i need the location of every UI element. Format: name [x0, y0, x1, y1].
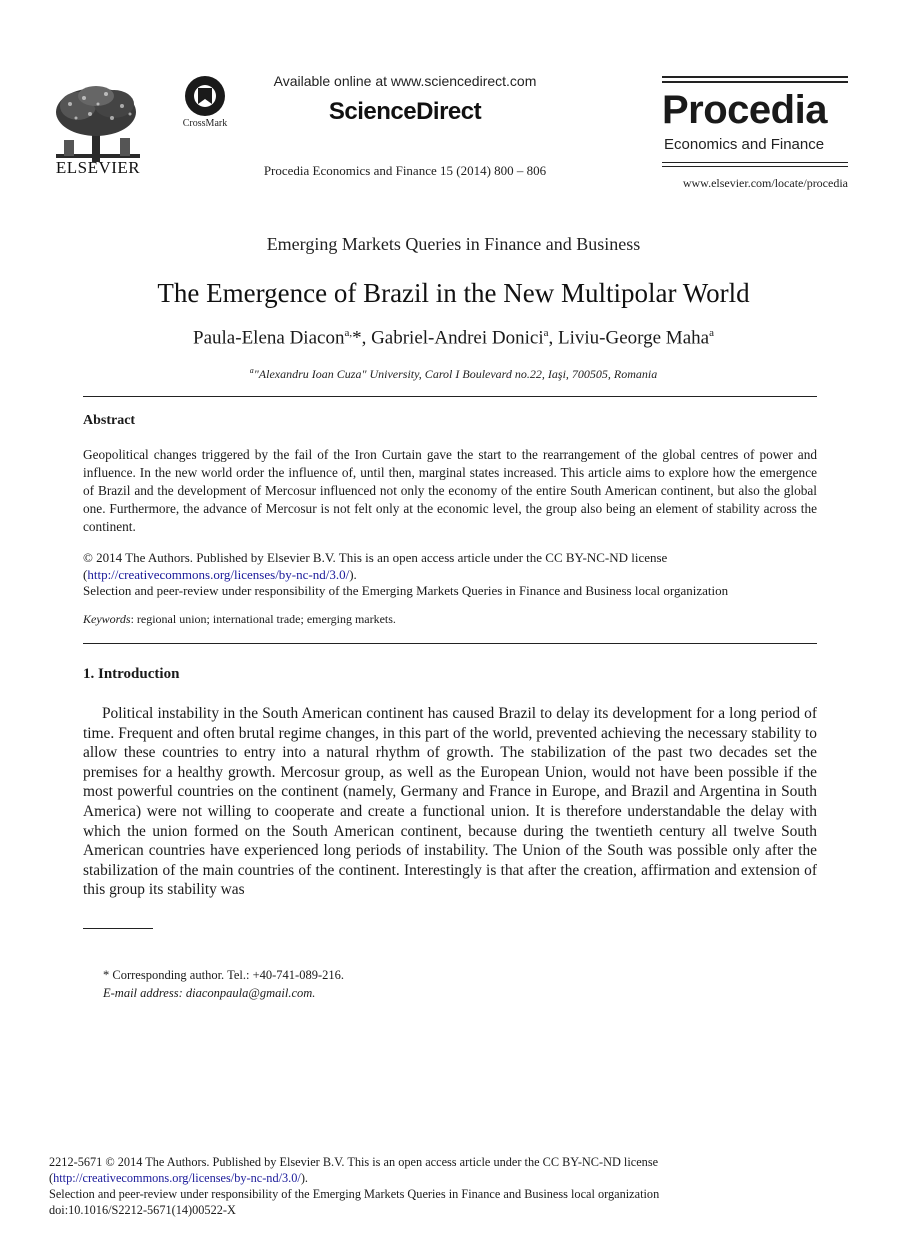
crossmark-label: CrossMark	[182, 118, 228, 129]
journal-citation: Procedia Economics and Finance 15 (2014) 800 – 806	[263, 163, 547, 178]
footer-copyright: 2212-5671 © 2014 The Authors. Published by Elsevier B.V. This is an open access article under the CC BY-NC-ND license	[49, 1155, 659, 1169]
procedia-title: Procedia	[662, 88, 827, 132]
footer-peer-review: Selection and peer-review under responsibility of the Emerging Markets Queries in Finance and Business local organization	[49, 1187, 660, 1201]
keywords-text: : regional union; international trade; emerging markets.	[130, 612, 396, 626]
page-footer: 2212-5671 © 2014 The Authors. Published by Elsevier B.V. This is an open access article under the CC BY-NC-ND license (http://creativecommons.org/licenses/by-nc-nd/3.0/). Selection and peer-review under responsibility of the Emerging Markets Queries in Finance and Business local organization doi:10.1016/S2212-5671(14)00522-X	[49, 1154, 859, 1218]
introduction-text: Political instability in the South American continent has caused Brazil to delay its development for a long period of time. Frequent and often brutal regime changes, in this part of the world, prevented achieving the necessary stability to allow these countries to entry into a natural rhythm of growth. The stabilization of the past two decades set the premises for a healthy growth. Mercosur group, as well as the European Union, would not have been possible if the most powerful countries on the continent (namely, Germany and France in Europe, and Brazil and Argentina in South America) were not willing to cooperate and create a functional union. It is therefore understandable the delay with which the union formed on the South American continent, because during the twentieth century all twelve South American countries have experienced long periods of instability. The Union of the South was possible only after the stabilization of the main countries of the continent. Interestingly is that after the creation, affirmation and extension of this group its stability was	[83, 705, 817, 899]
email-note: E-mail address: diaconpaula@gmail.com.	[103, 986, 316, 1000]
footer-license-link[interactable]: http://creativecommons.org/licenses/by-nc-nd/3.0/	[53, 1171, 301, 1185]
introduction-heading: 1. Introduction	[83, 666, 180, 682]
author-affiliation-mark: a	[543, 327, 549, 339]
elsevier-wordmark: ELSEVIER	[55, 158, 141, 177]
conference-name: Emerging Markets Queries in Finance and Business	[266, 234, 641, 254]
corresponding-mark: *	[352, 327, 362, 349]
author-name: Gabriel-Andrei Donici	[371, 327, 544, 349]
procedia-url-link[interactable]: www.elsevier.com/locate/procedia	[682, 176, 848, 190]
author-name: Liviu-George Maha	[558, 327, 710, 349]
author-affiliation-mark: a	[709, 327, 714, 339]
footer-doi[interactable]: doi:10.1016/S2212-5671(14)00522-X	[49, 1203, 236, 1217]
abstract-text: Geopolitical changes triggered by the fail of the Iron Curtain gave the start to the rearrangement of the global centres of power and influence. In the new world order the influence of, until then, marginal states increased. This article aims to explore how the emergence of Brazil and the development of Mercosur influenced not only the economy of the entire South American continent, but also the global one. Furthermore, the advance of Mercosur is not felt only at the economic level, the group also being an element of stability across the continent.	[83, 447, 817, 534]
footnote-rule	[83, 928, 153, 929]
author-list: Paula-Elena Diacon$^{a,}$*, Gabriel-Andrei Donici$^a$, Liviu-George Maha$^a$	[193, 327, 714, 349]
section-divider	[83, 643, 817, 644]
procedia-subtitle: Economics and Finance	[664, 136, 825, 153]
license-link[interactable]: http://creativecommons.org/licenses/by-nc-nd/3.0/	[87, 566, 350, 582]
peer-review-text: Selection and peer-review under responsibility of the Emerging Markets Queries in Finance and Business local organization	[83, 583, 729, 598]
author-affiliation: $^a$"Alexandru Ioan Cuza" University, Carol I Boulevard no.22, Iaşi, 700505, Romania	[249, 366, 658, 381]
procedia-rule-bottom	[662, 162, 848, 163]
email-address[interactable]: diaconpaula@gmail.com.	[185, 986, 316, 1000]
available-online-link[interactable]: Available online at www.sciencedirect.com	[273, 73, 537, 89]
sciencedirect-logo[interactable]: ScienceDirect	[328, 98, 482, 125]
procedia-rule-bottom-2	[662, 166, 848, 167]
abstract-heading: Abstract	[83, 413, 136, 428]
keywords-label: Keywords	[83, 612, 131, 626]
corresponding-author-note: * Corresponding author. Tel.: +40-741-089-216.	[103, 968, 344, 982]
procedia-rule-top-2	[662, 81, 848, 83]
license-block: © 2014 The Authors. Published by Elsevier B.V. This is an open access article under the CC BY-NC-ND license (http://creativecommons.org/licenses/by-nc-nd/3.0/). Selection and peer-review under responsibility of the Emerging Markets Queries in Finance and Business local organization	[83, 550, 817, 600]
article-title: The Emergence of Brazil in the New Multipolar World	[157, 278, 750, 308]
license-text: © 2014 The Authors. Published by Elsevier B.V. This is an open access article under the CC BY-NC-ND license	[83, 550, 668, 565]
section-divider	[83, 396, 817, 397]
keywords	[83, 612, 817, 627]
author-name: Paula-Elena Diacon	[193, 327, 345, 349]
author-affiliation-mark: a,	[344, 327, 353, 339]
procedia-rule-top	[662, 76, 848, 78]
